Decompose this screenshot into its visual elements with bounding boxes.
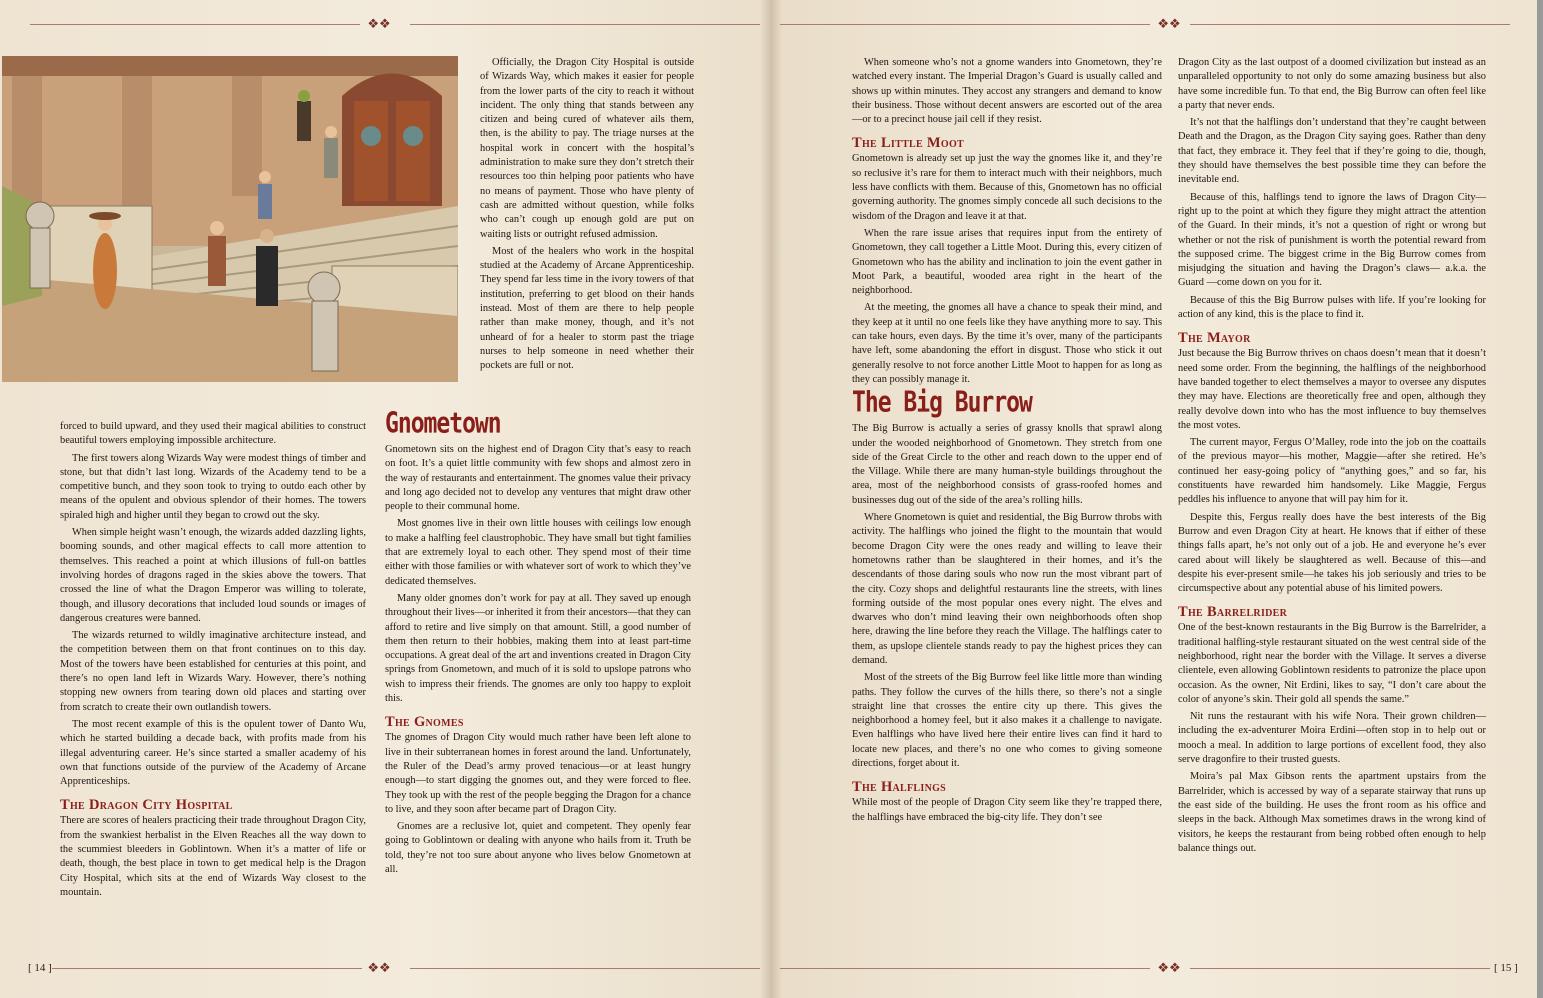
paragraph: Dragon City as the last outpost of a doomed civilization but instead as an unparalleled opportunity to not only do some amazing business but also have some incredible fun. To that end, the Big Burrow can often feel like a party that never ends. (1178, 57, 1486, 111)
paragraph: Most gnomes live in their own little houses with ceilings low enough to make a halfling feel claustrophobic. They have small but tight families that are extremely loyal to each other. They spend most of their time either with those families or with whatever sort of work to which they’ve dedicated themselves. (385, 518, 691, 587)
heading-mayor: The Mayor (1178, 330, 1251, 347)
right-page (770, 0, 1537, 998)
paragraph: One of the best-known restaurants in the Big Burrow is the Barrelrider, a traditional halfling-style restaurant situated on the west central side of the neighborhood, right near the border with the Village. It serves a diverse clientele, even allowing Goblintown residents to patronize the place upon occasion. As the owner, Nit Erdini, likes to say, “I don’t care about the color of anyone’s skin. Their gold all spends the same.” (1178, 622, 1486, 705)
paragraph: At the meeting, the gnomes all have a chance to speak their mind, and they keep at it until no one feels like they have anything more to say. This can take hours, even days. By the time it’s over, many of the participants have left, some abandoning the effort in disgust. Those who stick it out generally resolve to not force another Little Moot to happen for as long as they can possibly manage it. (852, 302, 1162, 385)
paragraph: The wizards returned to wildly imaginative architecture instead, and the competition between them on that front continues on to this day. Most of the towers have been established for centuries at this point, and there’s no open land left in Wizards Wary. However, there’s nothing stopping new owners from tearing down old places and starting over from scratch to create their own outlandish towers. (60, 630, 366, 713)
column-3 (852, 56, 1162, 828)
bottom-rule-right (1190, 968, 1490, 969)
bottom-rule-left (52, 968, 362, 969)
paragraph: It’s not that the halflings don’t understand that they’re caught between Death and the Dragon, as the Dragon City saying goes. Rather than deny that fact, they embrace it. They feel that if they’re going to die, though, they should have themselves the best possible time they can before the inevitable end. (1178, 117, 1486, 186)
ornament-icon: ❖❖ (1157, 960, 1181, 975)
ornament-icon: ❖❖ (367, 16, 391, 31)
heading-halflings: The Halflings (852, 779, 947, 796)
paragraph: The first towers along Wizards Way were modest things of timber and stone, but that didn’t last long. Wizards of the Academy tend to be a competitive bunch, and they soon took to trying to outdo each other by means of the opulent and obvious splendor of their homes. The towers spiraled high and higher until they began to crowd out the sky. (60, 452, 366, 521)
column-1 (60, 420, 366, 903)
column-2 (385, 407, 691, 880)
paragraph: The Big Burrow is actually a series of grassy knolls that sprawl along under the wooded neighborhood of Gnometown. They stretch from one side of the Great Circle to the other and reach down to the upper end of the Village. While there are many human-style buildings throughout the area, most of the neighborhood consists of grass-roofed homes and businesses dug out of the side of the area’s rolling hills. (852, 423, 1162, 506)
paragraph: Gnomes are a reclusive lot, quiet and competent. They openly fear going to Goblintown or dealing with anyone who hails from it. Truth be told, they’re not too sure about anyone who lives below Gnometown at all. (385, 821, 691, 876)
top-rule-left (30, 24, 360, 25)
bottom-rule-right (410, 968, 760, 969)
heading-barrelrider: The Barrelrider (1178, 604, 1288, 621)
paragraph: Despite this, Fergus really does have the best interests of the Big Burrow and even Dragon City at heart. He knows that if either of these things falls apart, he’s not only out of a job. He and everyone he’s ever cared about will likely be slaughtered as well. Because of this—and despite his ever-present smile—he takes his job seriously and tries to be circumspective about any potential abuse of his limited powers. (1178, 511, 1486, 595)
paragraph: When the rare issue arises that requires input from the entirety of Gnometown, they call together a Little Moot. During this, every citizen of Gnometown who has the ability and inclination to join the event gather in Moot Park, a beautiful, wooded area right in the heart of the neighborhood. (852, 227, 1162, 297)
book-gutter (760, 0, 782, 998)
paragraph: Where Gnometown is quiet and residential, the Big Burrow throbs with activity. The halflings who joined the flight to the mountain that would become Dragon City were the ones ready and willing to leave their hometowns rather than be slaughtered in their homes, and it’s the descendants of those daring souls who now run the most vibrant part of the city. Cozy shops and delightful restaurants line the streets, with lines forming outside of the most popular ones every night. The elves and dwarves who don’t mind leaving their own neighborhoods often shop here, drawing the line before they reach the Village. The halflings cater to them, as upslope clientele stands ready to pay the highest prices they can demand. (852, 512, 1162, 666)
paragraph: The current mayor, Fergus O’Malley, rode into the job on the coattails of the previous mayor—his mother, Maggie—after she retired. He’s continued her easy-going policy of “anything goes,” and so far, his constituents have rewarded him handsomely. Like Maggie, Fergus peddles his influence to anyone that will pay him for it. (1178, 437, 1486, 506)
paragraph: Just because the Big Burrow thrives on chaos doesn’t mean that it doesn’t need some order. From the beginning, the halflings of the neighborhood have banded together to elect themselves a mayor to oversee any disputes they may have. Elections are theoretically free and open, although they really devolve down into who has the most influence to buy themselves the most votes. (1178, 348, 1486, 431)
heading-dragon-city-hospital: The Dragon City Hospital (60, 797, 233, 814)
page-number-right: [ 15 ] (1494, 962, 1518, 974)
paragraph: Moira’s pal Max Gibson rents the apartment upstairs from the Barrelrider, which is accessed by way of a separate stairway that runs up the east side of the building. He uses the front room as his office and sleeps in the back. Although Max sometimes draws in the wrong kind of visitors, he keeps the restaurant from being robbed often enough to help balance things out. (1178, 771, 1486, 854)
paragraph: Gnometown sits on the highest end of Dragon City that’s easy to reach on foot. It’s a quiet little community with few shops and almost zero in the way of restaurants and entertainment. The gnomes value their privacy and long ago decided not to develop any ventures that might draw other people to their communal home. (385, 444, 691, 513)
paragraph: Because of this the Big Burrow pulses with life. If you’re looking for action of any kind, this is the place to find it. (1178, 294, 1486, 321)
paragraph: While most of the people of Dragon City seem like they’re trapped there, the halflings have embraced the big-city life. They don’t see (852, 797, 1162, 823)
paragraph: There are scores of healers practicing their trade throughout Dragon City, from the swankiest herbalist in the Elven Reaches all the way down to the scummiest bleeders in Goblintown. When it’s a matter of life or death, though, the best place in town to get medical help is the Dragon City Hospital, which sits at the end of Wizards Way closest to the mountain. (60, 815, 366, 898)
left-page (0, 0, 770, 998)
paragraph: Nit runs the restaurant with his wife Nora. Their grown children—including the ex-adventurer Moira Erdini—often stop in to help out or mooch a meal. In addition to large portions of excellent food, they also serve dragonfire to their trusted guests. (1178, 711, 1486, 766)
bottom-rule-left (780, 968, 1150, 969)
window-edge (1537, 0, 1543, 998)
paragraph: forced to build upward, and they used their magical abilities to construct beautiful towers employing impossible architecture. (60, 421, 366, 447)
top-rule-right (1190, 24, 1510, 25)
page-number-left: [ 14 ] (28, 962, 52, 974)
heading-the-gnomes: The Gnomes (385, 714, 464, 731)
top-rule-right (410, 24, 760, 25)
column-4 (1178, 56, 1486, 859)
ornament-icon: ❖❖ (367, 960, 391, 975)
paragraph: When someone who’s not a gnome wanders into Gnometown, they’re watched every instant. The Imperial Dragon’s Guard is usually called and shows up within minutes. They accost any strangers and demand to know their business. Those without decent answers are escorted out of the area—or to a precinct house jail cell if they resist. (852, 57, 1162, 126)
paragraph: Officially, the Dragon City Hospital is outside of Wizards Way, which makes it easier for people from the lower parts of the city to reach it without incident. The only thing that stands between any citizen and being cured of whatever ails them, then, is the ability to pay. The triage nurses at the hospital work in concert with the hospital’s administration to make sure they don’t stretch their resources too thin helping poor patients who have no means of payment. Those who have plenty of cash are admitted without question, while folks who can’t cough up enough gold are put on waiting lists or outright refused admission. (480, 57, 694, 240)
paragraph: The most recent example of this is the opulent tower of Danto Wu, which he started building a decade back, with profits made from his illegal adventuring career. He’s since started a smaller academy of his own that functions outside of the purview of the Academy of Arcane Apprenticeships. (60, 718, 366, 788)
paragraph: When simple height wasn’t enough, the wizards added dazzling lights, booming sounds, and other magical effects to call more attention to themselves. This reached a point at which illusions of full-on battles involving hordes of dragons raged in the skies above the towers. That crossed the line of what the Dragon Emperor was willing to tolerate, though, and illusory decorations that included loud sounds or images of dangerous creatures were banned. (60, 527, 366, 624)
heading-big-burrow: The Big Burrow (852, 386, 1032, 420)
paragraph: Because of this, halflings tend to ignore the laws of Dragon City—right up to the point at which they figure they might attract the attention of the Guard. In their minds, it’s not a question of right or wrong but whether or not the risk of punishment is worth the potential reward from the supposed crime. The biggest crime in the Big Burrow comes from misjudging the situation and having the Dragon’s claws— a.k.a. the Guard —come down on you for it. (1178, 191, 1486, 289)
ornament-icon: ❖❖ (1157, 16, 1181, 31)
paragraph: Gnometown is already set up just the way the gnomes like it, and they’re so reclusive it’s rare for them to interact much with their neighbors, much less have conflicts with them. Because of this, Gnometown has no official governing authority. The gnomes simply concede all such decisions to the wisdom of the Dragon and leave it at that. (852, 153, 1162, 222)
paragraph: Most of the healers who work in the hospital studied at the Academy of Arcane Apprenticeship. They spend far less time in the ivory towers of that institution, preferring to get blood on their hands instead. Most of them are there to help people rather than make money, though, and it’s not unheard of for a healer to storm past the triage nurses to help someone in need whether their pockets are full or not. (480, 245, 694, 372)
heading-little-moot: The Little Moot (852, 135, 965, 152)
heading-gnometown: Gnometown (385, 407, 501, 440)
paragraph: The gnomes of Dragon City would much rather have been left alone to live in their subterranean homes in forest around the land. Unfortunately, the Ruler of the Dead’s army proved tenacious—or at least hungry enough—to start digging the gnomes out, and they were forced to flee. They took up with the rest of the people begging the Dragon for a chance to live, and they soon after became part of Dragon City. (385, 732, 691, 815)
hospital-illustration (2, 56, 458, 382)
top-rule-left (780, 24, 1150, 25)
column-top (480, 56, 694, 377)
paragraph: Most of the streets of the Big Burrow feel like little more than winding paths. They follow the curves of the hills there, so there’s not a single straight line that crosses the entire city up there. This gives the neighborhood a homey feel, but it also makes it a challenge to navigate. Even halflings who have lived here their entire lives can find it hard to locate new places, and there’s no one who comes to giving someone directions, forget about it. (852, 672, 1162, 770)
paragraph: Many older gnomes don’t work for pay at all. They saved up enough throughout their lives—or inherited it from their ancestors—that they can afford to retire and live simply on that amount. Still, a good number of them then return to their hobbies, making them into at least part-time occupations. A great deal of the art and inventions created in Dragon City springs from Gnometown, and much of it is sold to upslope patrons who wish to impress their friends. The gnomes are only too happy to exploit this. (385, 592, 691, 705)
